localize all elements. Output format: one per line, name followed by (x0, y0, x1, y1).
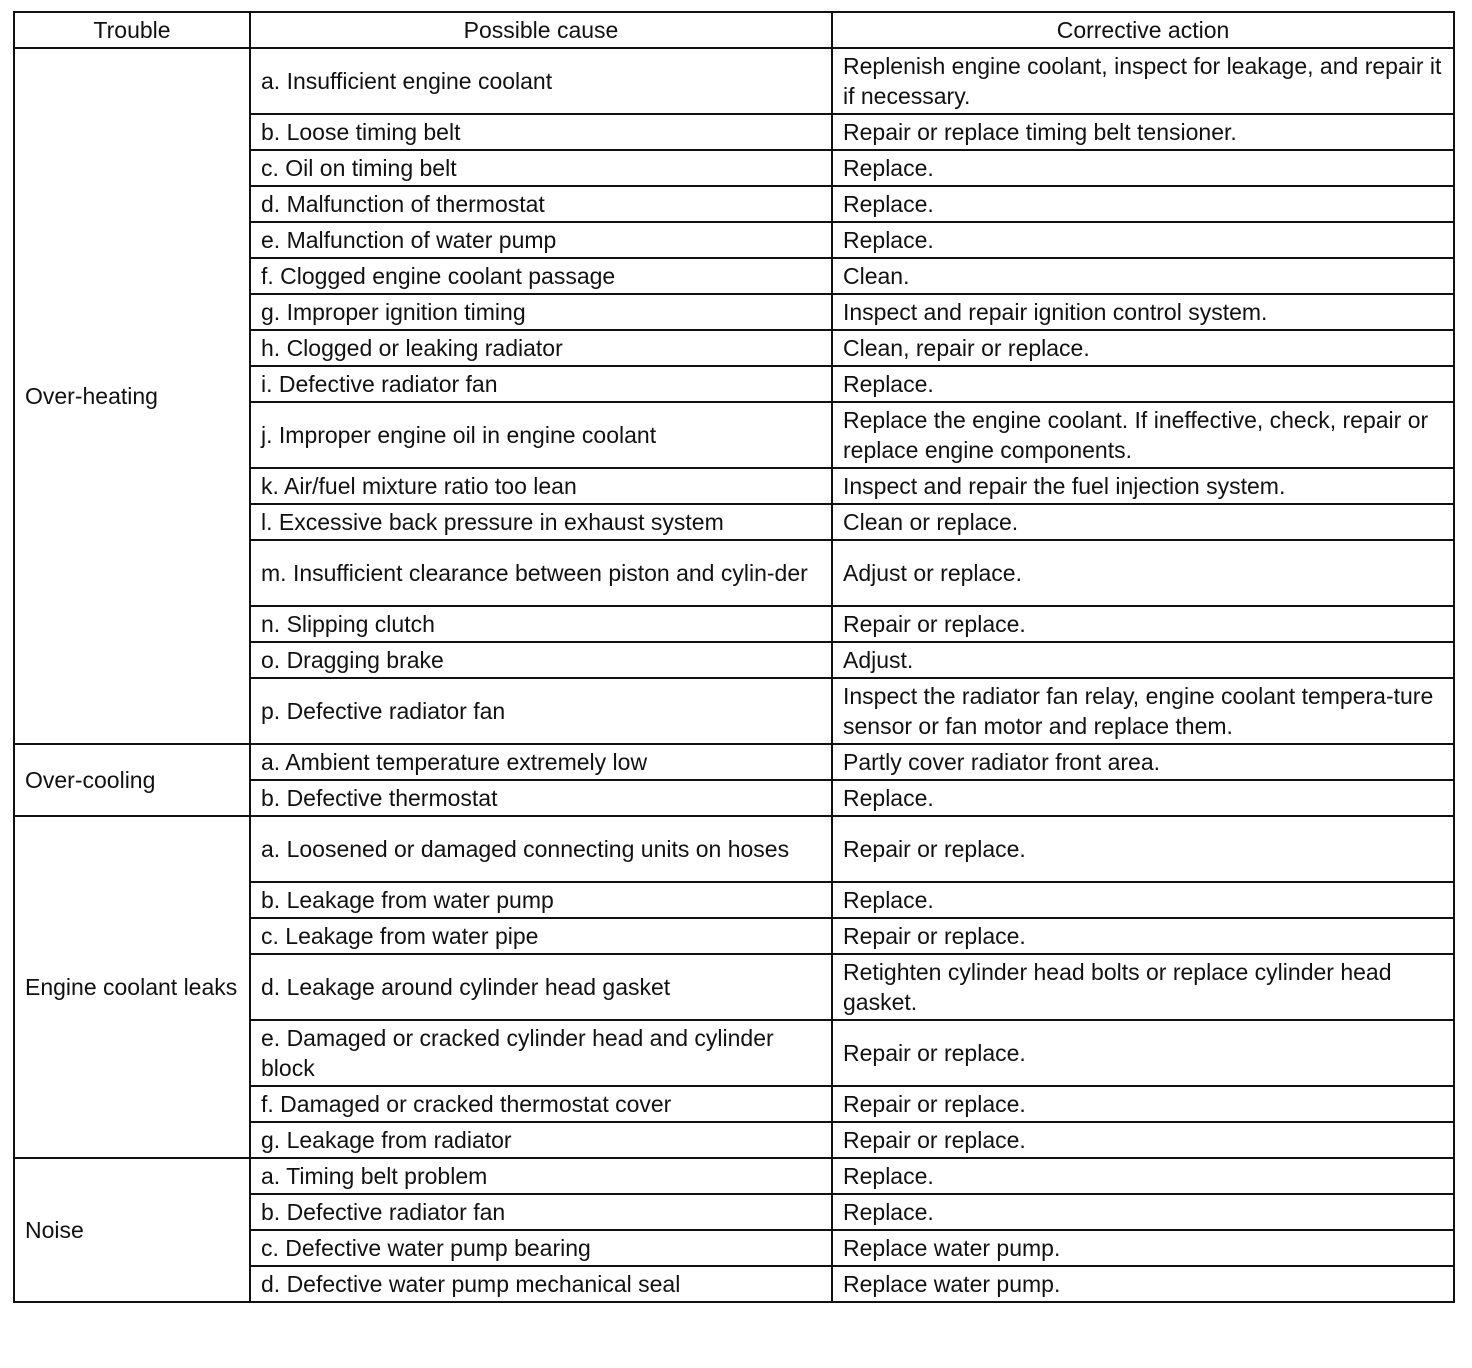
table-row (14, 816, 1454, 882)
cause-cell: b. Leakage from water pump (250, 882, 832, 918)
action-cell: Inspect and repair the fuel injection system. (832, 468, 1454, 504)
cause-cell: p. Defective radiator fan (250, 678, 832, 744)
header-possible-cause: Possible cause (250, 12, 832, 48)
action-cell: Adjust. (832, 642, 1454, 678)
action-cell: Partly cover radiator front area. (832, 744, 1454, 780)
cause-cell: a. Ambient temperature extremely low (250, 744, 832, 780)
table-row (14, 1158, 1454, 1194)
trouble-over-cooling: Over-cooling (14, 744, 250, 816)
table-row (14, 48, 1454, 114)
cause-cell: c. Defective water pump bearing (250, 1230, 832, 1266)
action-cell: Inspect the radiator fan relay, engine coolant tempera-ture sensor or fan motor and replace them. (832, 678, 1454, 744)
cause-cell: j. Improper engine oil in engine coolant (250, 402, 832, 468)
action-cell: Clean or replace. (832, 504, 1454, 540)
cause-cell: d. Malfunction of thermostat (250, 186, 832, 222)
action-cell: Replace the engine coolant. If ineffective, check, repair or replace engine components. (832, 402, 1454, 468)
action-cell: Repair or replace. (832, 1122, 1454, 1158)
cause-cell: e. Malfunction of water pump (250, 222, 832, 258)
cause-cell: l. Excessive back pressure in exhaust system (250, 504, 832, 540)
header-trouble: Trouble (14, 12, 250, 48)
cause-cell: n. Slipping clutch (250, 606, 832, 642)
action-cell: Adjust or replace. (832, 540, 1454, 606)
action-cell: Clean, repair or replace. (832, 330, 1454, 366)
action-cell: Repair or replace. (832, 816, 1454, 882)
action-cell: Replace. (832, 366, 1454, 402)
trouble-noise: Noise (14, 1158, 250, 1302)
cause-cell: h. Clogged or leaking radiator (250, 330, 832, 366)
header-row (14, 12, 1454, 48)
cause-cell: c. Leakage from water pipe (250, 918, 832, 954)
action-cell: Repair or replace. (832, 1020, 1454, 1086)
action-cell: Replace water pump. (832, 1266, 1454, 1302)
action-cell: Replace. (832, 780, 1454, 816)
cause-cell: c. Oil on timing belt (250, 150, 832, 186)
action-cell: Clean. (832, 258, 1454, 294)
cause-cell: b. Defective radiator fan (250, 1194, 832, 1230)
action-cell: Replace. (832, 222, 1454, 258)
action-cell: Retighten cylinder head bolts or replace cylinder head gasket. (832, 954, 1454, 1020)
cause-cell: o. Dragging brake (250, 642, 832, 678)
action-cell: Replenish engine coolant, inspect for leakage, and repair it if necessary. (832, 48, 1454, 114)
action-cell: Replace. (832, 1158, 1454, 1194)
cause-cell: a. Insufficient engine coolant (250, 48, 832, 114)
cause-cell: e. Damaged or cracked cylinder head and cylinder block (250, 1020, 832, 1086)
cause-cell: k. Air/fuel mixture ratio too lean (250, 468, 832, 504)
action-cell: Replace water pump. (832, 1230, 1454, 1266)
action-cell: Repair or replace timing belt tensioner. (832, 114, 1454, 150)
action-cell: Repair or replace. (832, 918, 1454, 954)
action-cell: Replace. (832, 1194, 1454, 1230)
cause-cell: m. Insufficient clearance between piston and cylin-der (250, 540, 832, 606)
cause-cell: i. Defective radiator fan (250, 366, 832, 402)
action-cell: Replace. (832, 150, 1454, 186)
trouble-engine-coolant-leaks: Engine coolant leaks (14, 816, 250, 1158)
cause-cell: g. Leakage from radiator (250, 1122, 832, 1158)
action-cell: Repair or replace. (832, 606, 1454, 642)
cause-cell: b. Loose timing belt (250, 114, 832, 150)
action-cell: Repair or replace. (832, 1086, 1454, 1122)
cause-cell: a. Timing belt problem (250, 1158, 832, 1194)
trouble-over-heating: Over-heating (14, 48, 250, 744)
cause-cell: f. Damaged or cracked thermostat cover (250, 1086, 832, 1122)
cause-cell: b. Defective thermostat (250, 780, 832, 816)
header-corrective-action: Corrective action (832, 12, 1454, 48)
cause-cell: g. Improper ignition timing (250, 294, 832, 330)
cause-cell: d. Leakage around cylinder head gasket (250, 954, 832, 1020)
table-row (14, 744, 1454, 780)
cause-cell: d. Defective water pump mechanical seal (250, 1266, 832, 1302)
action-cell: Inspect and repair ignition control system. (832, 294, 1454, 330)
troubleshooting-table (13, 11, 1455, 1303)
action-cell: Replace. (832, 186, 1454, 222)
action-cell: Replace. (832, 882, 1454, 918)
cause-cell: a. Loosened or damaged connecting units on hoses (250, 816, 832, 882)
cause-cell: f. Clogged engine coolant passage (250, 258, 832, 294)
